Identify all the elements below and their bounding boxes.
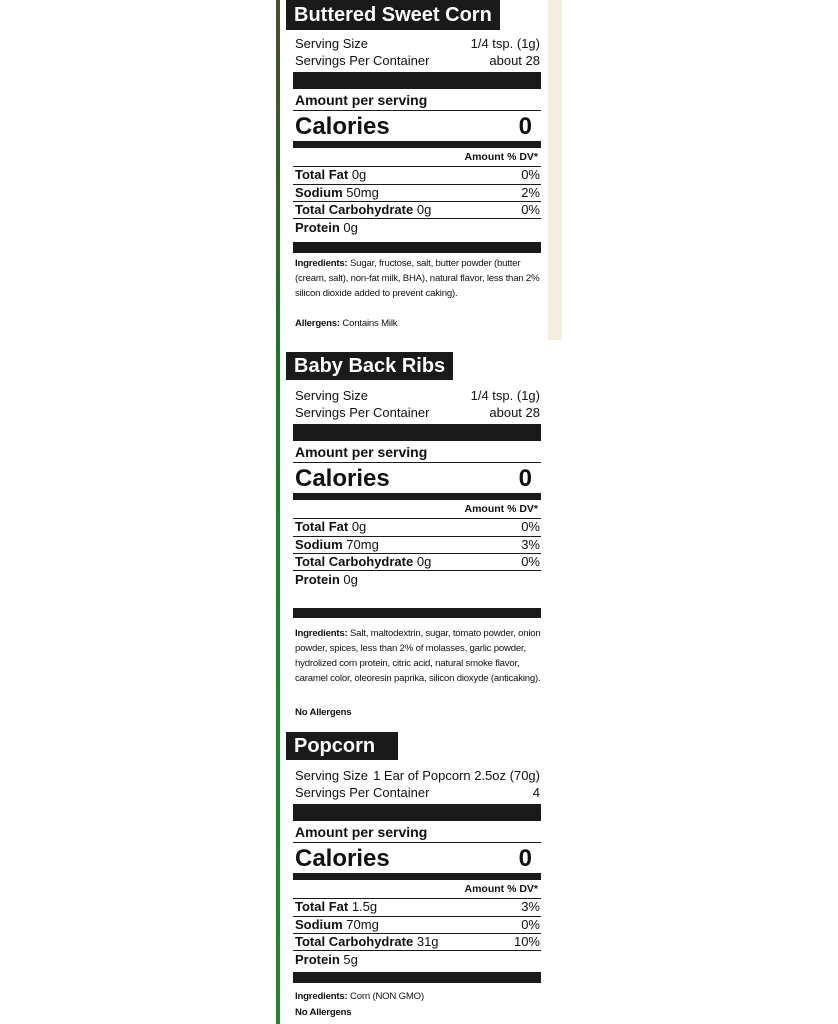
servings-per-container-row: Servings Per Container about 28	[295, 53, 540, 68]
divider	[293, 950, 541, 951]
total-carbohydrate-row: Total Carbohydrate 31g 10%	[295, 934, 540, 949]
panel-title: Buttered Sweet Corn	[286, 0, 500, 30]
sodium-row: Sodium 50mg 2%	[295, 185, 540, 200]
allergens-text: No Allergens	[295, 707, 352, 718]
allergens-text: No Allergens	[295, 1007, 352, 1018]
amount-per-serving: Amount per serving	[295, 92, 428, 108]
calories-row: Calories 0	[295, 845, 532, 872]
package-edge-cream	[548, 0, 562, 340]
divider-thick	[293, 972, 541, 983]
calories-value: 0	[518, 113, 532, 140]
total-fat-row: Total Fat 0g 0%	[295, 519, 540, 534]
protein-row: Protein 0g	[295, 572, 358, 587]
nutrition-labels-strip	[280, 0, 548, 1024]
protein-row: Protein 0g	[295, 220, 358, 235]
calories-value: 0	[518, 465, 532, 492]
dv-header: Amount % DV*	[464, 503, 538, 515]
servings-per-container-value: 4	[532, 785, 540, 800]
serving-size-row: Serving Size 1/4 tsp. (1g)	[295, 388, 540, 403]
calories-value: 0	[518, 845, 532, 872]
serving-size-value: 1 Ear of Popcorn 2.5oz (70g)	[373, 768, 540, 783]
divider-thick	[293, 72, 541, 89]
divider-thick	[293, 424, 541, 441]
calories-row: Calories 0	[295, 113, 532, 140]
dv-header: Amount % DV*	[464, 151, 538, 163]
sodium-row: Sodium 70mg 3%	[295, 537, 540, 552]
allergens-text: Allergens: Contains Milk	[295, 318, 398, 329]
ingredients-text: Ingredients: Corn (NON GMO)	[295, 991, 424, 1002]
amount-per-serving: Amount per serving	[295, 824, 428, 840]
amount-per-serving: Amount per serving	[295, 444, 428, 460]
servings-per-container-row: Servings Per Container 4	[295, 785, 540, 800]
servings-per-container-row: Servings Per Container about 28	[295, 405, 540, 420]
total-fat-row: Total Fat 0g 0%	[295, 167, 540, 182]
total-carbohydrate-row: Total Carbohydrate 0g 0%	[295, 554, 540, 569]
total-fat-row: Total Fat 1.5g 3%	[295, 899, 540, 914]
protein-row: Protein 5g	[295, 952, 358, 967]
ingredients-text: Ingredients: Sugar, fructose, salt, butter powder (butter (cream, salt), non-fat milk, BHA), natural flavor, less than 2% silicon dioxide added to prevent caking).	[295, 258, 540, 299]
ingredients-text: Ingredients: Salt, maltodextrin, sugar, tomato powder, onion powder, spices, less than 2% of molasses, garlic powder, hydrolized corn protein, citric acid, natural smoke flavor, caramel color, oleoresin paprika, silicon dioxyde (anticaking).	[295, 628, 541, 684]
serving-size-value: 1/4 tsp. (1g)	[470, 388, 540, 403]
calories-row: Calories 0	[295, 465, 532, 492]
divider	[293, 570, 541, 571]
divider	[293, 842, 541, 843]
divider-medium	[293, 873, 541, 880]
divider-medium	[293, 141, 541, 148]
serving-size-row: Serving Size 1/4 tsp. (1g)	[295, 36, 540, 51]
divider	[293, 462, 541, 463]
divider-thick	[293, 804, 541, 821]
servings-per-container-value: about 28	[489, 405, 540, 420]
panel-title: Popcorn	[286, 732, 398, 760]
servings-per-container-value: about 28	[489, 53, 540, 68]
dv-header: Amount % DV*	[464, 883, 538, 895]
panel-title: Baby Back Ribs	[286, 352, 453, 380]
divider-thick	[293, 608, 541, 618]
divider	[293, 218, 541, 219]
sodium-row: Sodium 70mg 0%	[295, 917, 540, 932]
serving-size-row: Serving Size 1 Ear of Popcorn 2.5oz (70g)	[295, 768, 540, 783]
serving-size-value: 1/4 tsp. (1g)	[470, 36, 540, 51]
divider-thick	[293, 242, 541, 253]
total-carbohydrate-row: Total Carbohydrate 0g 0%	[295, 202, 540, 217]
divider-medium	[293, 493, 541, 500]
divider	[293, 110, 541, 111]
